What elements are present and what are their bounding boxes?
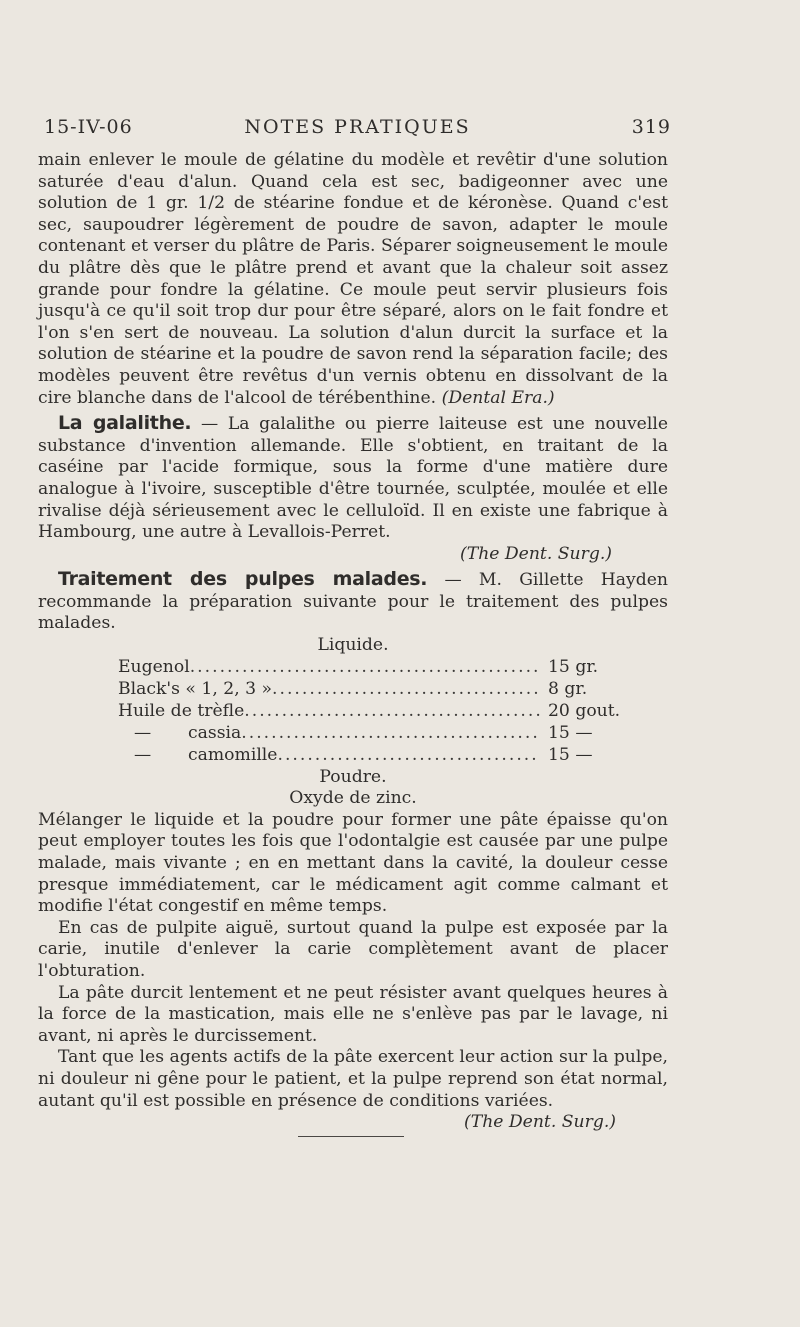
powder-label: Poudre. [319,766,387,787]
ingredient-name: Huile de trèfle [118,700,245,721]
ingredient-qty: 20 gout. [548,700,621,721]
pulpes-paragraph-1: Mélanger le liquide et la poudre pour former une pâte épaisse qu'on peut employer toutes les fois que l'odontalgie est causée par une pulpe malade, mais vivante ; en en mettant dans la cavité, la douleur cesse presque immédiatement, car le médicament agit comme calmant et modifie l'état congestif en même temps. [38,809,668,917]
ingredient-list [118,656,621,767]
ingredient-name: cassia [188,722,242,743]
liquid-label: Liquide. [317,635,389,656]
ditto-dash: — [134,744,152,765]
pulpes-source: (The Dent. Surg.) [464,1112,616,1133]
pulpes-heading: Traitement des pulpes malades. [58,568,428,591]
pulpes-intro [38,569,668,635]
dot-leader [190,657,540,679]
dot-leader [241,723,540,745]
ingredient-qty: 15 gr. [548,656,599,677]
intro-source: (Dental Era.) [441,387,555,408]
ingredient-qty: 8 gr. [548,678,588,699]
pulpes-text: — M. Gillette Hayden recommande la préparation suivante pour le traitement des pulpes malades. [38,570,668,634]
intro-paragraph [38,150,668,409]
pulpes-paragraph-4: Tant que les agents actifs de la pâte exercent leur action sur la pulpe, ni douleur ni gêne pour le patient, et la pulpe reprend son état normal, autant qu'il est possible en présence de conditions variées. [38,1047,668,1111]
pulpes-paragraph-2: En cas de pulpite aiguë, surtout quand la pulpe est exposée par la carie, inutile d'enlever la carie complètement avant de placer l'obturation. [38,917,668,981]
galalithe-text: — La galalithe ou pierre laiteuse est une nouvelle substance d'invention allemande. Elle s'obtient, en traitant de la caséine par l'acide formique, sous la forme d'une matière dure analogue à l'ivoire, susceptible d'être tournée, sculptée, moulée et elle rivalise déjà sérieusement avec le celluloïd. Il en existe une fabrique à Hambourg, une autre à Levallois-Perret. [38,414,668,543]
ingredient-row [118,700,621,723]
dot-leader [272,679,540,701]
galalithe-source: (The Dent. Surg.) [460,543,612,564]
intro-text: main enlever le moule de gélatine du modèle et revêtir d'une solution saturée d'eau d'alun. Quand cela est sec, badigeonner avec une solution de 1 gr. 1/2 de stéarine fondue et de kéronèse. Quand c'est sec, saupoudrer légèrement de poudre de savon, adapter le moule contenant et verser du plâtre de Paris. Séparer soigneusement le moule du plâtre dès que le plâtre prend et avant que la chaleur soit assez grande pour fondre la gélatine. Ce moule peut servir plusieurs fois jusqu'à ce qu'il soit trop dur pour être séparé, alors on le fait fondre et l'on s'en sert de nouveau. La solution d'alun durcit la surface et la solution de stéarine et la poudre de savon rend la séparation facile; des modèles peuvent être revêtus d'un vernis obtenu en dissolvant de la cire blanche dans de l'alcool de térébenthine. [38,150,668,408]
ingredient-name: camomille [188,744,278,765]
pulpes-paragraph-3: La pâte durcit lentement et ne peut résister avant quelques heures à la force de la mastication, mais elle ne s'enlève pas par le lavage, ni avant, ni après le durcissement. [38,982,668,1046]
ingredient-row [118,679,618,701]
ingredient-row [118,745,618,767]
header-date: 15-IV-06 [44,116,133,138]
powder-item: Oxyde de zinc. [289,788,417,809]
ingredient-name: Black's « 1, 2, 3 » [118,678,273,699]
ingredient-qty: 15 — [548,744,593,765]
dot-leader [277,745,540,767]
page-body [38,150,668,1134]
page-number: 319 [631,116,671,138]
end-rule [298,1136,404,1137]
ingredient-row [118,723,618,745]
ingredient-name: Eugenol [118,656,190,677]
ditto-dash: — [134,722,152,743]
header-title: NOTES PRATIQUES [244,116,471,138]
running-header [44,116,671,146]
dot-leader [244,701,540,723]
galalithe-heading: La galalithe. [58,412,192,435]
galalithe-paragraph [38,413,668,544]
ingredient-qty: 15 — [548,722,593,743]
ingredient-row [118,657,618,679]
